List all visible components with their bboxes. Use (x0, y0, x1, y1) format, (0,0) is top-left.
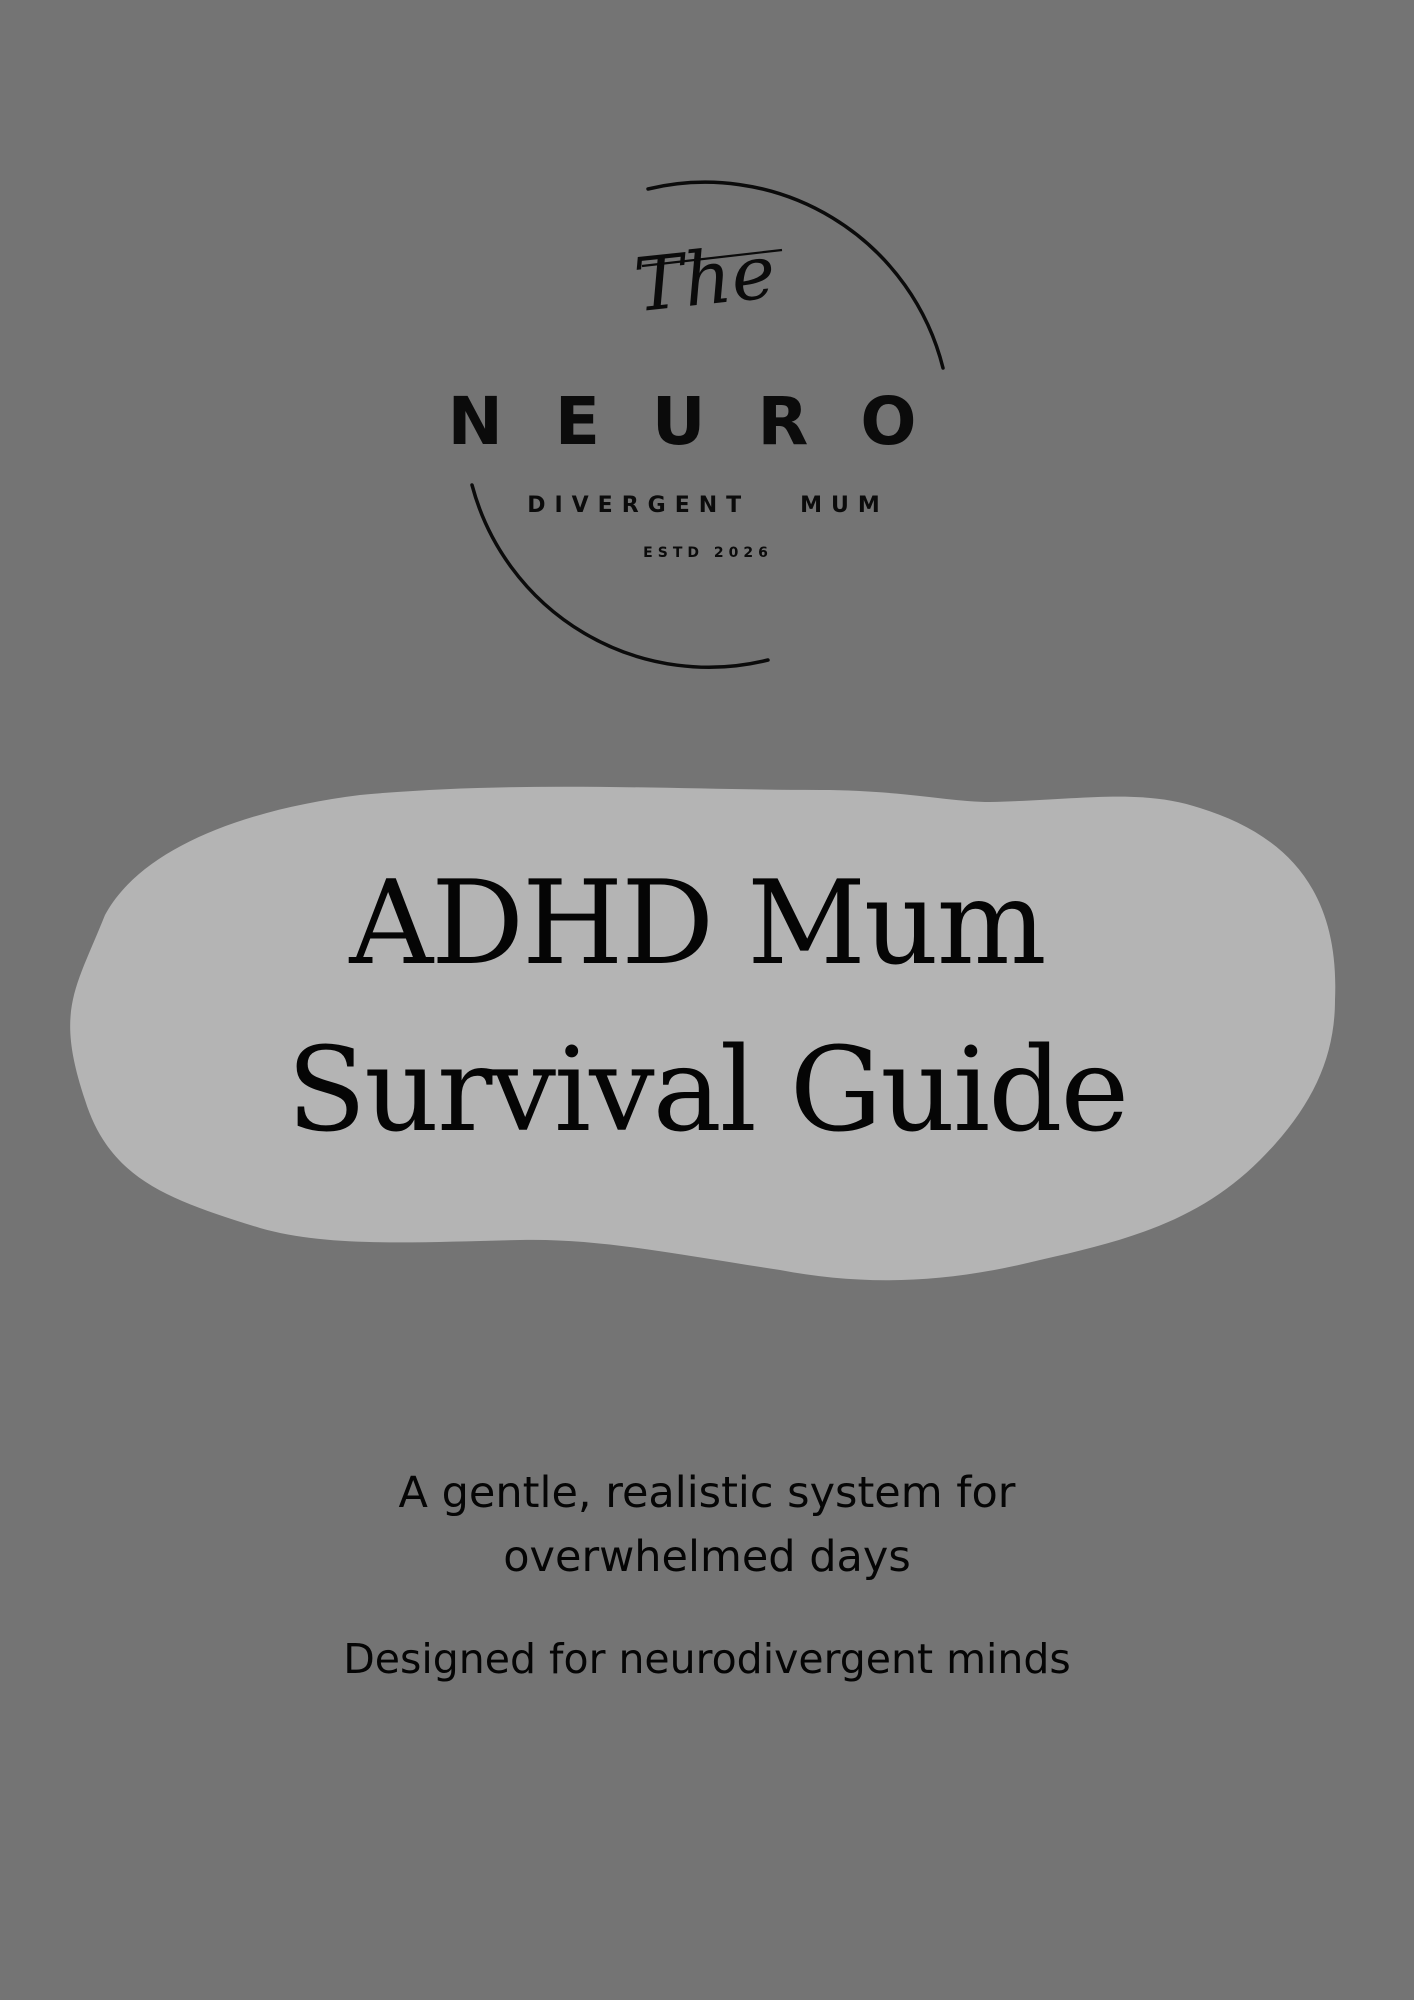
logo-sub-word: DIVERGENT MUM (527, 493, 889, 518)
logo-established: ESTD 2026 (643, 545, 773, 561)
logo-main-word: NEURO (447, 383, 969, 460)
cover-tagline: Designed for neurodivergent minds (343, 1635, 1071, 1683)
logo-script-word: The (630, 228, 780, 330)
brand-logo (0, 0, 1414, 700)
cover-subtitle-line-2: overwhelmed days (503, 1532, 911, 1582)
cover-subtitle-line-1: A gentle, realistic system for (398, 1468, 1016, 1518)
cover-title-line-2: Survival Guide (286, 1023, 1128, 1158)
cover-title-line-1: ADHD Mum (349, 856, 1045, 991)
